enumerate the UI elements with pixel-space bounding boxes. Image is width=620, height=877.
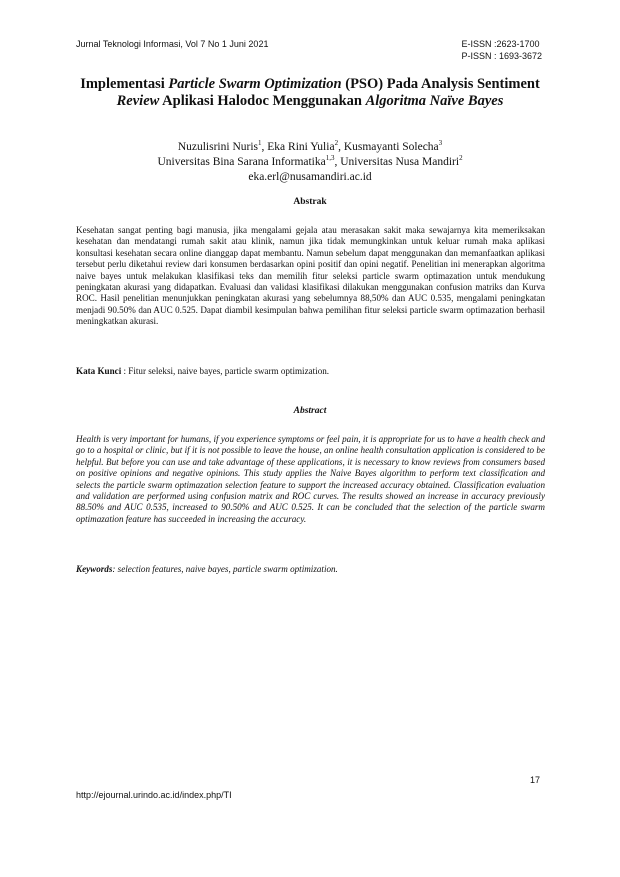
author-3-sup: 3 xyxy=(438,139,443,148)
author-2-sup: 2 xyxy=(334,139,339,148)
issn-block xyxy=(461,38,542,62)
affiliation-2-sup: 2 xyxy=(459,154,463,163)
author-names xyxy=(70,140,550,155)
title-part2: Particle Swarm Optimization xyxy=(168,76,342,92)
footer-url[interactable]: http://ejournal.urindo.ac.id/index.php/TI xyxy=(76,790,232,800)
author-1: Nuzulisrini Nuris xyxy=(177,141,259,153)
affiliations xyxy=(70,155,550,170)
abstrak-keywords-label: Kata Kunci xyxy=(76,366,122,376)
eissn: E-ISSN :2623-1700 xyxy=(461,39,540,49)
author-email: eka.erl@nusamandiri.ac.id xyxy=(248,171,372,183)
pissn: P-ISSN : 1693-3672 xyxy=(461,51,542,61)
abstract-heading: Abstract xyxy=(293,406,327,416)
abstrak-heading: Abstrak xyxy=(293,197,327,207)
abstract-keywords-text: : selection features, naive bayes, particle swarm optimization. xyxy=(112,564,338,574)
journal-header: Jurnal Teknologi Informasi, Vol 7 No 1 Juni 2021 xyxy=(76,39,269,49)
abstract-keywords-label: Keywords xyxy=(76,564,113,574)
paper-title xyxy=(70,76,550,110)
author-block xyxy=(70,140,550,185)
title-part1: Implementasi xyxy=(80,76,169,92)
abstract-text: Health is very important for humans, if you experience symptoms or feel pain, it is appropriate for us to have a health check and go to a hospital or clinic, but if it is not possible to leave the house, an online health consultation application is considered to be helpful. But before you can use and take advantage of these applications, it is necessary to know reviews from consumers based on positive opinions and negative opinions. This study applies the Naive Bayes algorithm to perform text classification and selects the particle swarm optimazation selection feature to support the increased accuracy obtained. Classification evaluation and validation are performed using confusion matrix and ROC curves. The results showed an increase in accuracy previously 88.50% and AUC 0.535, increased to 90.50% and AUC 0.525. It can be concluded that the selection of the particle swarm optimazation feature has succeeded in increasing the accuracy. xyxy=(76,434,545,524)
affiliation-2: , Universitas Nusa Mandiri xyxy=(334,156,460,168)
author-1-sup: 1 xyxy=(258,139,262,148)
abstrak-keywords xyxy=(76,366,545,377)
abstrak-text: Kesehatan sangat penting bagi manusia, jika mengalami gejala atau merasakan sakit maka sewajarnya kita memeriksakan kesehatan dan mendatangi rumah sakit atau klinik, namun jika tidak memungkinkan untuk keluar rumah maka aplikasi konsultasi kesehatan secara online dianggap dapat membantu. Namun sebelum dapat menggunakan dan memanfaatkan aplikasi tersebut perlu diketahui review dari konsumen berdasarkan opini positif dan opini negatif. Penelitian ini menerapkan algoritma naive bayes untuk melakukan klasifikasi teks dan memilih fitur seleksi particle swarm optimazation untuk mendukung peningkatan akurasi yang didapatkan. Evaluasi dan validasi klasifikasi dilakukan menggunakan confusion matriks dan Kurva ROC. Hasil penelitian menunjukkan peningkatan akurasi yang sebelumnya 88,50% dan AUC 0.535, mengalami peningkatan menjadi 90.50% dan AUC 0.525. Dapat diambil kesimpulan bahwa pemilihan fitur seleksi particle swarm optimazation berhasil meningkatkan akurasi. xyxy=(76,225,545,327)
title-part5: Aplikasi Halodoc Menggunakan xyxy=(159,93,366,109)
author-3: , Kusmayanti Solecha xyxy=(338,141,439,153)
affiliation-1: Universitas Bina Sarana Informatika xyxy=(157,156,326,168)
abstrak-keywords-text: : Fitur seleksi, naive bayes, particle swarm optimization. xyxy=(121,366,330,376)
title-part6: Algoritma Naïve Bayes xyxy=(365,93,504,109)
title-part4: Review xyxy=(116,93,160,109)
affiliation-1-sup: 1,3 xyxy=(325,154,335,163)
abstract-keywords xyxy=(76,564,545,575)
title-part3: (PSO) Pada Analysis Sentiment xyxy=(341,76,540,92)
author-2: , Eka Rini Yulia xyxy=(261,141,335,153)
page-number: 17 xyxy=(529,775,540,785)
